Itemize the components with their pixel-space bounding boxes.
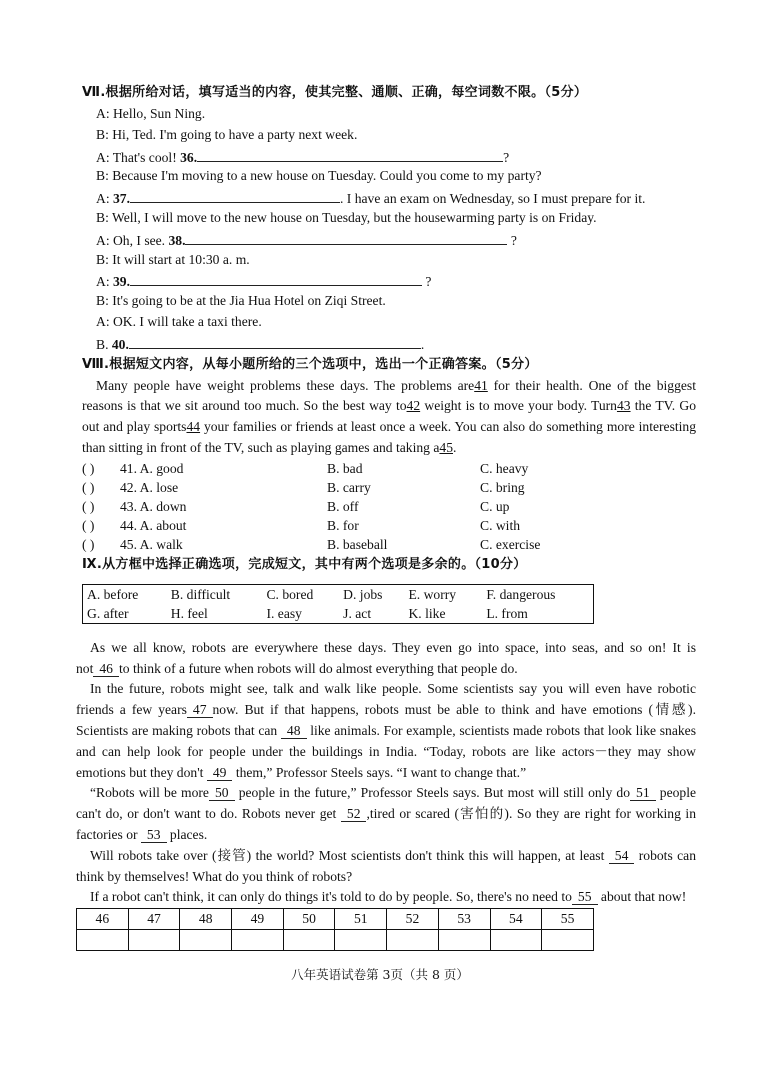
word-option: I. easy — [266, 605, 302, 621]
answer-number: 51 — [335, 909, 387, 930]
blank-number: 40. — [111, 336, 129, 352]
answer-blank-36[interactable] — [197, 146, 503, 162]
word-bank-row — [83, 604, 594, 624]
answer-number: 54 — [490, 909, 542, 930]
dialogue-line: B: Because I'm moving to a new house on Tuesday. Could you come to my party? — [96, 168, 542, 184]
paragraph-2: In the future, robots might see, talk and walk like people. Some scientists say you will even have robotic friends a few years 47 now. But if that happens, robots must be able to think and have emotions (情感). Scientists are making robots that can 48 like animals. For example, scientists made robots that look like snakes and can help look for people under the buildings in India. “Today, robots are like actors－they may show emotions but they don't 49 them,” Professor Steels says. “I want to change that.” — [76, 681, 696, 780]
dialogue-line: B: Well, I will move to the new house on Tuesday, but the housewarming party is on Friday. — [96, 209, 597, 225]
answer-number: 48 — [180, 909, 232, 930]
answer-grid-header — [77, 909, 594, 930]
answer-cell[interactable] — [335, 930, 387, 951]
word-bank-box — [82, 584, 594, 624]
blank-number: 36. — [180, 149, 198, 165]
answer-number: 49 — [232, 909, 284, 930]
cloze-passage-9 — [76, 638, 696, 908]
section-7-heading: Ⅶ.根据所给对话，填写适当的内容，使其完整、通顺、正确，每空词数不限。（5分） — [82, 85, 588, 100]
word-option: E. worry — [408, 586, 457, 602]
section-9-heading: Ⅸ.从方框中选择正确选项，完成短文，其中有两个选项是多余的。（10分） — [82, 556, 527, 572]
blank-51: 51 — [630, 785, 656, 801]
answer-cell[interactable] — [180, 930, 232, 951]
cloze-passage-8: Many people have weight problems these days. The problems are41 for their health. One of the biggest reasons is that we sit around too much. So the best way to42 weight is to move your body. Turn43 the TV. Go out and play sports44 your families or friends at least once a week. You can also do something more interesting than sitting in front of the TV, such as playing games and taking a45. — [82, 377, 697, 455]
blank-number: 38. — [168, 232, 186, 248]
dialogue-line: A: Hello, Sun Ning. — [96, 106, 206, 121]
paragraph-5: If a robot can't think, it can only do things it's told to do by people. So, there's no need to 55 about that now! — [90, 889, 687, 905]
blank-number: 39. — [113, 274, 130, 290]
blank-55: 55 — [572, 889, 598, 905]
word-option: D. jobs — [343, 586, 383, 602]
dialogue-line: B: It will start at 10:30 a. m. — [96, 251, 250, 267]
answer-blank-40[interactable] — [129, 333, 421, 349]
answer-number: 47 — [128, 909, 180, 930]
answer-cell[interactable] — [542, 930, 594, 951]
blank-52: 52 — [341, 806, 367, 822]
answer-grid-row — [77, 930, 594, 951]
dialogue-line: A: OK. I will take a taxi there. — [96, 313, 262, 329]
word-option: G. after — [87, 605, 129, 621]
blank-47: 47 — [187, 702, 213, 718]
question-43: ( ) 43. A. down B. off C. up — [82, 498, 510, 514]
answer-cell[interactable] — [232, 930, 284, 951]
answer-number: 53 — [438, 909, 490, 930]
answer-paren[interactable]: ( ) — [82, 460, 95, 476]
answer-cell[interactable] — [438, 930, 490, 951]
answer-grid — [76, 908, 594, 951]
answer-paren[interactable]: ( ) — [82, 498, 95, 514]
question-41: ( ) 41. A. good B. bad C. heavy — [82, 460, 529, 476]
blank-53: 53 — [141, 827, 167, 843]
section-8-heading: Ⅷ.根据短文内容，从每小题所给的三个选项中，选出一个正确答案。（5分） — [82, 356, 538, 372]
blank-43: 43 — [616, 398, 631, 414]
answer-cell[interactable] — [490, 930, 542, 951]
answer-number: 50 — [283, 909, 335, 930]
blank-54: 54 — [609, 848, 635, 864]
blank-49: 49 — [207, 765, 233, 781]
word-option: A. before — [87, 586, 139, 602]
blank-44: 44 — [186, 419, 201, 435]
paragraph-1: As we all know, robots are everywhere these days. They even go into space, into seas, and so on! It is not 46 to think of a future when robots will do almost everything that people do. — [76, 639, 696, 676]
dialogue-line-36: A: That's cool! 36. ? — [82, 146, 696, 167]
dialogue-line-39: A: 39. ? — [82, 270, 696, 291]
blank-48: 48 — [281, 723, 307, 739]
answer-number: 55 — [542, 909, 594, 930]
word-option: B. difficult — [170, 586, 231, 602]
question-45: ( ) 45. A. walk B. baseball C. exercise — [82, 536, 541, 552]
dialogue — [82, 104, 696, 354]
answer-blank-38[interactable] — [185, 229, 507, 245]
paragraph-4: Will robots take over (接管) the world? Most scientists don't think this will happen, at least 54 robots can think by themselves! What do you think of robots? — [76, 847, 696, 884]
word-option: L. from — [486, 605, 528, 621]
blank-46: 46 — [93, 661, 119, 677]
question-42: ( ) 42. A. lose B. carry C. bring — [82, 479, 525, 495]
blank-41: 41 — [474, 377, 488, 393]
dialogue-line: B: It's going to be at the Jia Hua Hotel on Ziqi Street. — [96, 293, 386, 309]
answer-cell[interactable] — [387, 930, 439, 951]
page-footer: 八年英语试卷第 3页（共 8 页） — [291, 967, 469, 982]
word-bank-row — [83, 584, 594, 604]
answer-blank-39[interactable] — [130, 270, 422, 286]
blank-45: 45 — [439, 439, 453, 455]
word-option: J. act — [343, 605, 372, 621]
question-list — [82, 459, 696, 554]
paragraph-3: “Robots will be more 50 people in the future,” Professor Steels says. But most will still only do 51 people can't do, or don't want to do. Robots never get 52 ,tired or scared (害怕的). So they are right for working in factories or 53 places. — [76, 785, 697, 842]
answer-paren[interactable]: ( ) — [82, 479, 95, 495]
dialogue-line: B: Hi, Ted. I'm going to have a party next week. — [96, 126, 358, 142]
word-option: H. feel — [170, 605, 208, 621]
word-option: K. like — [408, 605, 446, 621]
dialogue-line-37: A: 37. . I have an exam on Wednesday, so I must prepare for it. — [82, 187, 696, 208]
dialogue-line-38: A: Oh, I see. 38. ? — [82, 229, 696, 250]
answer-cell[interactable] — [128, 930, 180, 951]
answer-cell[interactable] — [283, 930, 335, 951]
answer-cell[interactable] — [77, 930, 129, 951]
answer-paren[interactable]: ( ) — [82, 536, 95, 552]
word-option: C. bored — [266, 586, 314, 602]
dialogue-line-40: B. 40. . — [82, 333, 696, 354]
word-option: F. dangerous — [486, 586, 556, 602]
blank-42: 42 — [406, 398, 421, 414]
exam-page — [76, 82, 697, 951]
answer-number: 46 — [77, 909, 129, 930]
answer-number: 52 — [387, 909, 439, 930]
blank-50: 50 — [209, 785, 235, 801]
answer-paren[interactable]: ( ) — [82, 517, 95, 533]
blank-number: 37. — [113, 191, 130, 207]
question-44: ( ) 44. A. about B. for C. with — [82, 517, 521, 533]
answer-blank-37[interactable] — [130, 187, 340, 203]
